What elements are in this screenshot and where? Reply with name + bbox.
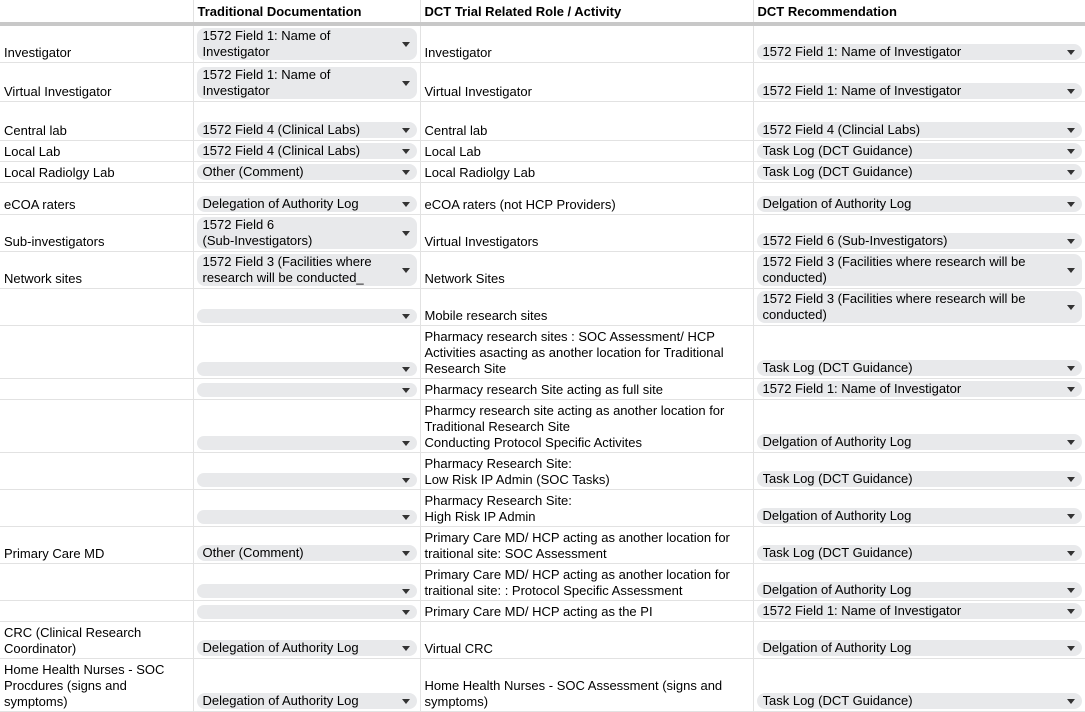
table-row xyxy=(0,252,1085,289)
dropdown-value: 1572 Field 1: Name of Investigator xyxy=(762,83,962,98)
traditional-doc-dropdown[interactable] xyxy=(197,545,417,561)
dct-activity-cell[interactable]: Primary Care MD/ HCP acting as another location for traitional site: SOC Assessment xyxy=(420,527,753,564)
dct-recommendation-dropdown[interactable] xyxy=(757,381,1082,397)
dct-activity-cell[interactable]: Mobile research sites xyxy=(420,289,753,326)
dct-recommendation-cell[interactable] xyxy=(753,490,1085,527)
table-row xyxy=(0,622,1085,659)
traditional-doc-cell[interactable] xyxy=(193,601,420,622)
dct-activity-cell[interactable]: Virtual CRC xyxy=(420,622,753,659)
header-cell-role[interactable] xyxy=(0,0,193,24)
role-cell[interactable]: Primary Care MD xyxy=(0,527,193,564)
dropdown-value: Task Log (DCT Guidance) xyxy=(762,164,913,179)
traditional-doc-cell[interactable] xyxy=(193,527,420,564)
dct-recommendation-dropdown[interactable] xyxy=(757,582,1082,598)
role-cell[interactable]: Local Radiolgy Lab xyxy=(0,162,193,183)
dct-recommendation-dropdown[interactable] xyxy=(757,693,1082,709)
traditional-doc-cell[interactable] xyxy=(193,215,420,252)
dct-recommendation-cell[interactable] xyxy=(753,102,1085,141)
role-cell[interactable]: Virtual Investigator xyxy=(0,63,193,102)
dct-activity-cell[interactable]: Primary Care MD/ HCP acting as the PI xyxy=(420,601,753,622)
dropdown-arrow-icon[interactable] xyxy=(1067,699,1075,704)
role-cell[interactable] xyxy=(0,289,193,326)
dct-recommendation-cell[interactable] xyxy=(753,63,1085,102)
dct-recommendation-dropdown[interactable] xyxy=(757,603,1082,619)
dropdown-value: 1572 Field 6 (Sub-Investigators) xyxy=(202,217,313,248)
table-row xyxy=(0,289,1085,326)
dct-activity-cell[interactable]: Primary Care MD/ HCP acting as another location for traitional site: : Protocol Specific Assessment xyxy=(420,564,753,601)
table-row xyxy=(0,527,1085,564)
traditional-doc-cell[interactable] xyxy=(193,63,420,102)
dropdown-value: Delgation of Authority Log xyxy=(762,434,912,449)
dropdown-arrow-icon[interactable] xyxy=(402,699,410,704)
dropdown-value: Delgation of Authority Log xyxy=(762,196,912,211)
dct-recommendation-cell[interactable] xyxy=(753,453,1085,490)
table-row xyxy=(0,564,1085,601)
dct-recommendation-dropdown[interactable] xyxy=(757,143,1082,159)
dct-activity-cell[interactable]: Pharmcy research site acting as another location for Traditional Research Site Conducting Protocol Specific Activites xyxy=(420,400,753,453)
dct-activity-cell[interactable]: eCOA raters (not HCP Providers) xyxy=(420,183,753,215)
dropdown-arrow-icon[interactable] xyxy=(1067,202,1075,207)
table-row xyxy=(0,24,1085,63)
dropdown-arrow-icon[interactable] xyxy=(1067,514,1075,519)
dct-activity-cell[interactable]: Central lab xyxy=(420,102,753,141)
table-row xyxy=(0,326,1085,379)
dropdown-arrow-icon[interactable] xyxy=(1067,268,1075,273)
dct-recommendation-dropdown[interactable] xyxy=(757,360,1082,376)
dropdown-arrow-icon[interactable] xyxy=(402,589,410,594)
traditional-doc-dropdown[interactable] xyxy=(197,383,417,397)
dropdown-arrow-icon[interactable] xyxy=(1067,170,1075,175)
dct-recommendation-cell[interactable] xyxy=(753,289,1085,326)
traditional-doc-dropdown[interactable] xyxy=(197,67,417,99)
role-cell[interactable] xyxy=(0,490,193,527)
dropdown-arrow-icon[interactable] xyxy=(1067,477,1075,482)
dct-activity-cell[interactable]: Local Lab xyxy=(420,141,753,162)
dropdown-arrow-icon[interactable] xyxy=(402,610,410,615)
role-cell[interactable] xyxy=(0,326,193,379)
table-row xyxy=(0,400,1085,453)
dropdown-value: 1572 Field 1: Name of Investigator xyxy=(762,381,962,396)
role-cell[interactable] xyxy=(0,453,193,490)
dct-recommendation-dropdown[interactable] xyxy=(757,44,1082,60)
role-cell[interactable]: Network sites xyxy=(0,252,193,289)
traditional-doc-cell[interactable] xyxy=(193,102,420,141)
traditional-doc-dropdown[interactable] xyxy=(197,510,417,524)
role-cell[interactable]: Sub-investigators xyxy=(0,215,193,252)
dropdown-value: 1572 Field 3 (Facilities where research will be conducted) xyxy=(762,254,1026,285)
dropdown-value: Delegation of Authority Log xyxy=(202,640,359,655)
dropdown-arrow-icon[interactable] xyxy=(1067,89,1075,94)
dropdown-value: 1572 Field 1: Name of Investigator xyxy=(202,28,331,59)
header-cell-dct-recommendation[interactable]: DCT Recommendation xyxy=(753,0,1085,24)
dropdown-value: Task Log (DCT Guidance) xyxy=(762,545,913,560)
traditional-doc-dropdown[interactable] xyxy=(197,309,417,323)
dct-recommendation-cell[interactable] xyxy=(753,601,1085,622)
dropdown-value: 1572 Field 3 (Facilities where research will be conducted_ xyxy=(202,254,372,285)
dropdown-value: Delgation of Authority Log xyxy=(762,582,912,597)
table-row xyxy=(0,141,1085,162)
dct-recommendation-cell[interactable] xyxy=(753,379,1085,400)
dropdown-arrow-icon[interactable] xyxy=(1067,646,1075,651)
dct-recommendation-dropdown[interactable] xyxy=(757,508,1082,524)
dropdown-value: 1572 Field 4 (Clinical Labs) xyxy=(202,122,361,137)
traditional-doc-dropdown[interactable] xyxy=(197,196,417,212)
header-cell-dct-role[interactable]: DCT Trial Related Role / Activity xyxy=(420,0,753,24)
dct-recommendation-dropdown[interactable] xyxy=(757,291,1082,323)
header-row xyxy=(0,0,1085,24)
role-cell[interactable] xyxy=(0,379,193,400)
dct-recommendation-dropdown[interactable] xyxy=(757,83,1082,99)
traditional-doc-cell[interactable] xyxy=(193,183,420,215)
dct-recommendation-dropdown[interactable] xyxy=(757,471,1082,487)
dropdown-arrow-icon[interactable] xyxy=(402,268,410,273)
dropdown-arrow-icon[interactable] xyxy=(402,388,410,393)
dropdown-arrow-icon[interactable] xyxy=(402,441,410,446)
header-cell-traditional[interactable]: Traditional Documentation xyxy=(193,0,420,24)
dct-activity-cell[interactable]: Network Sites xyxy=(420,252,753,289)
table-row xyxy=(0,183,1085,215)
dropdown-arrow-icon[interactable] xyxy=(402,42,410,47)
traditional-doc-dropdown[interactable] xyxy=(197,28,417,60)
traditional-doc-cell[interactable] xyxy=(193,659,420,712)
traditional-doc-dropdown[interactable] xyxy=(197,122,417,138)
dropdown-arrow-icon[interactable] xyxy=(402,551,410,556)
dropdown-value: Delgation of Authority Log xyxy=(762,508,912,523)
role-cell[interactable] xyxy=(0,601,193,622)
dropdown-value: Task Log (DCT Guidance) xyxy=(762,360,913,375)
dropdown-arrow-icon[interactable] xyxy=(402,314,410,319)
traditional-doc-dropdown[interactable] xyxy=(197,143,417,159)
table-row xyxy=(0,453,1085,490)
dropdown-arrow-icon[interactable] xyxy=(402,202,410,207)
traditional-doc-dropdown[interactable] xyxy=(197,473,417,487)
table-row xyxy=(0,601,1085,622)
dct-activity-cell[interactable]: Investigator xyxy=(420,24,753,63)
table-row xyxy=(0,659,1085,712)
dropdown-value: Other (Comment) xyxy=(202,545,304,560)
dct-recommendation-cell[interactable] xyxy=(753,252,1085,289)
dct-activity-cell[interactable]: Virtual Investigators xyxy=(420,215,753,252)
traditional-doc-cell[interactable] xyxy=(193,289,420,326)
dropdown-arrow-icon[interactable] xyxy=(1067,440,1075,445)
traditional-doc-cell[interactable] xyxy=(193,162,420,183)
dct-recommendation-cell[interactable] xyxy=(753,527,1085,564)
dropdown-value: Delegation of Authority Log xyxy=(202,196,359,211)
dct-recommendation-cell[interactable] xyxy=(753,400,1085,453)
dropdown-value: 1572 Field 6 (Sub-Investigators) xyxy=(762,233,948,248)
dropdown-value: Task Log (DCT Guidance) xyxy=(762,693,913,708)
traditional-doc-cell[interactable] xyxy=(193,564,420,601)
dct-recommendation-cell[interactable] xyxy=(753,326,1085,379)
dct-recommendation-cell[interactable] xyxy=(753,659,1085,712)
traditional-doc-cell[interactable] xyxy=(193,453,420,490)
traditional-doc-dropdown[interactable] xyxy=(197,254,417,286)
traditional-doc-cell[interactable] xyxy=(193,490,420,527)
dropdown-value: 1572 Field 1: Name of Investigator xyxy=(762,44,962,59)
dropdown-arrow-icon[interactable] xyxy=(1067,239,1075,244)
dropdown-arrow-icon[interactable] xyxy=(1067,128,1075,133)
dropdown-arrow-icon[interactable] xyxy=(402,646,410,651)
dropdown-arrow-icon[interactable] xyxy=(1067,588,1075,593)
dct-recommendation-dropdown[interactable] xyxy=(757,434,1082,450)
role-cell[interactable] xyxy=(0,400,193,453)
dropdown-arrow-icon[interactable] xyxy=(402,367,410,372)
dropdown-value: Task Log (DCT Guidance) xyxy=(762,471,913,486)
role-cell[interactable] xyxy=(0,564,193,601)
dct-recommendation-dropdown[interactable] xyxy=(757,640,1082,656)
dct-recommendation-cell[interactable] xyxy=(753,215,1085,252)
dct-activity-cell[interactable]: Local Radiolgy Lab xyxy=(420,162,753,183)
dropdown-arrow-icon[interactable] xyxy=(1067,366,1075,371)
dropdown-value: Delgation of Authority Log xyxy=(762,640,912,655)
dropdown-value: Delegation of Authority Log xyxy=(202,693,359,708)
dct-activity-cell[interactable]: Pharmacy research sites : SOC Assessment/ HCP Activities asacting as another location for Traditional Research Site xyxy=(420,326,753,379)
traditional-doc-cell[interactable] xyxy=(193,252,420,289)
dropdown-value: Other (Comment) xyxy=(202,164,304,179)
dropdown-arrow-icon[interactable] xyxy=(1067,50,1075,55)
traditional-doc-cell[interactable] xyxy=(193,379,420,400)
dropdown-arrow-icon[interactable] xyxy=(402,128,410,133)
dct-recommendation-cell[interactable] xyxy=(753,141,1085,162)
dct-activity-cell[interactable]: Virtual Investigator xyxy=(420,63,753,102)
dct-activity-cell[interactable]: Pharmacy Research Site: Low Risk IP Admin (SOC Tasks) xyxy=(420,453,753,490)
table-row xyxy=(0,215,1085,252)
traditional-doc-dropdown[interactable] xyxy=(197,640,417,656)
dropdown-arrow-icon[interactable] xyxy=(402,515,410,520)
dct-recommendation-cell[interactable] xyxy=(753,622,1085,659)
traditional-doc-dropdown[interactable] xyxy=(197,605,417,619)
table-row xyxy=(0,379,1085,400)
traditional-doc-dropdown[interactable] xyxy=(197,436,417,450)
dct-recommendation-cell[interactable] xyxy=(753,183,1085,215)
dropdown-arrow-icon[interactable] xyxy=(1067,609,1075,614)
traditional-doc-cell[interactable] xyxy=(193,141,420,162)
dct-recommendation-cell[interactable] xyxy=(753,564,1085,601)
dct-recommendation-dropdown[interactable] xyxy=(757,254,1082,286)
dct-recommendation-dropdown[interactable] xyxy=(757,196,1082,212)
dropdown-value: 1572 Field 4 (Clincial Labs) xyxy=(762,122,921,137)
role-cell[interactable]: Investigator xyxy=(0,24,193,63)
traditional-doc-dropdown[interactable] xyxy=(197,164,417,180)
dct-recommendation-dropdown[interactable] xyxy=(757,233,1082,249)
dct-activity-cell[interactable]: Pharmacy research Site acting as full site xyxy=(420,379,753,400)
dropdown-value: 1572 Field 3 (Facilities where research will be conducted) xyxy=(762,291,1026,322)
traditional-doc-dropdown[interactable] xyxy=(197,362,417,376)
dct-recommendation-cell[interactable] xyxy=(753,24,1085,63)
dropdown-arrow-icon[interactable] xyxy=(1067,149,1075,154)
traditional-doc-dropdown[interactable] xyxy=(197,584,417,598)
dropdown-value: Task Log (DCT Guidance) xyxy=(762,143,913,158)
dropdown-arrow-icon[interactable] xyxy=(402,149,410,154)
dropdown-arrow-icon[interactable] xyxy=(402,170,410,175)
dropdown-value: 1572 Field 4 (Clinical Labs) xyxy=(202,143,361,158)
dct-recommendation-dropdown[interactable] xyxy=(757,545,1082,561)
role-cell[interactable]: eCOA raters xyxy=(0,183,193,215)
dct-recommendation-dropdown[interactable] xyxy=(757,164,1082,180)
dropdown-arrow-icon[interactable] xyxy=(1067,551,1075,556)
dropdown-value: 1572 Field 1: Name of Investigator xyxy=(762,603,962,618)
traditional-doc-dropdown[interactable] xyxy=(197,693,417,709)
dct-recommendation-dropdown[interactable] xyxy=(757,122,1082,138)
dct-recommendation-cell[interactable] xyxy=(753,162,1085,183)
dropdown-arrow-icon[interactable] xyxy=(402,478,410,483)
traditional-doc-cell[interactable] xyxy=(193,24,420,63)
role-cell[interactable]: CRC (Clinical Research Coordinator) xyxy=(0,622,193,659)
role-cell[interactable]: Home Health Nurses - SOC Procdures (signs and symptoms) xyxy=(0,659,193,712)
table-row xyxy=(0,490,1085,527)
role-cell[interactable]: Local Lab xyxy=(0,141,193,162)
role-cell[interactable]: Central lab xyxy=(0,102,193,141)
dropdown-arrow-icon[interactable] xyxy=(1067,305,1075,310)
dct-activity-cell[interactable]: Pharmacy Research Site: High Risk IP Admin xyxy=(420,490,753,527)
traditional-doc-cell[interactable] xyxy=(193,622,420,659)
table-row xyxy=(0,63,1085,102)
dropdown-arrow-icon[interactable] xyxy=(402,231,410,236)
dropdown-value: 1572 Field 1: Name of Investigator xyxy=(202,67,331,98)
dropdown-arrow-icon[interactable] xyxy=(1067,387,1075,392)
dropdown-arrow-icon[interactable] xyxy=(402,81,410,86)
dct-activity-cell[interactable]: Home Health Nurses - SOC Assessment (signs and symptoms) xyxy=(420,659,753,712)
traditional-doc-cell[interactable] xyxy=(193,400,420,453)
traditional-doc-cell[interactable] xyxy=(193,326,420,379)
table-row xyxy=(0,102,1085,141)
table-row xyxy=(0,162,1085,183)
traditional-doc-dropdown[interactable] xyxy=(197,217,417,249)
